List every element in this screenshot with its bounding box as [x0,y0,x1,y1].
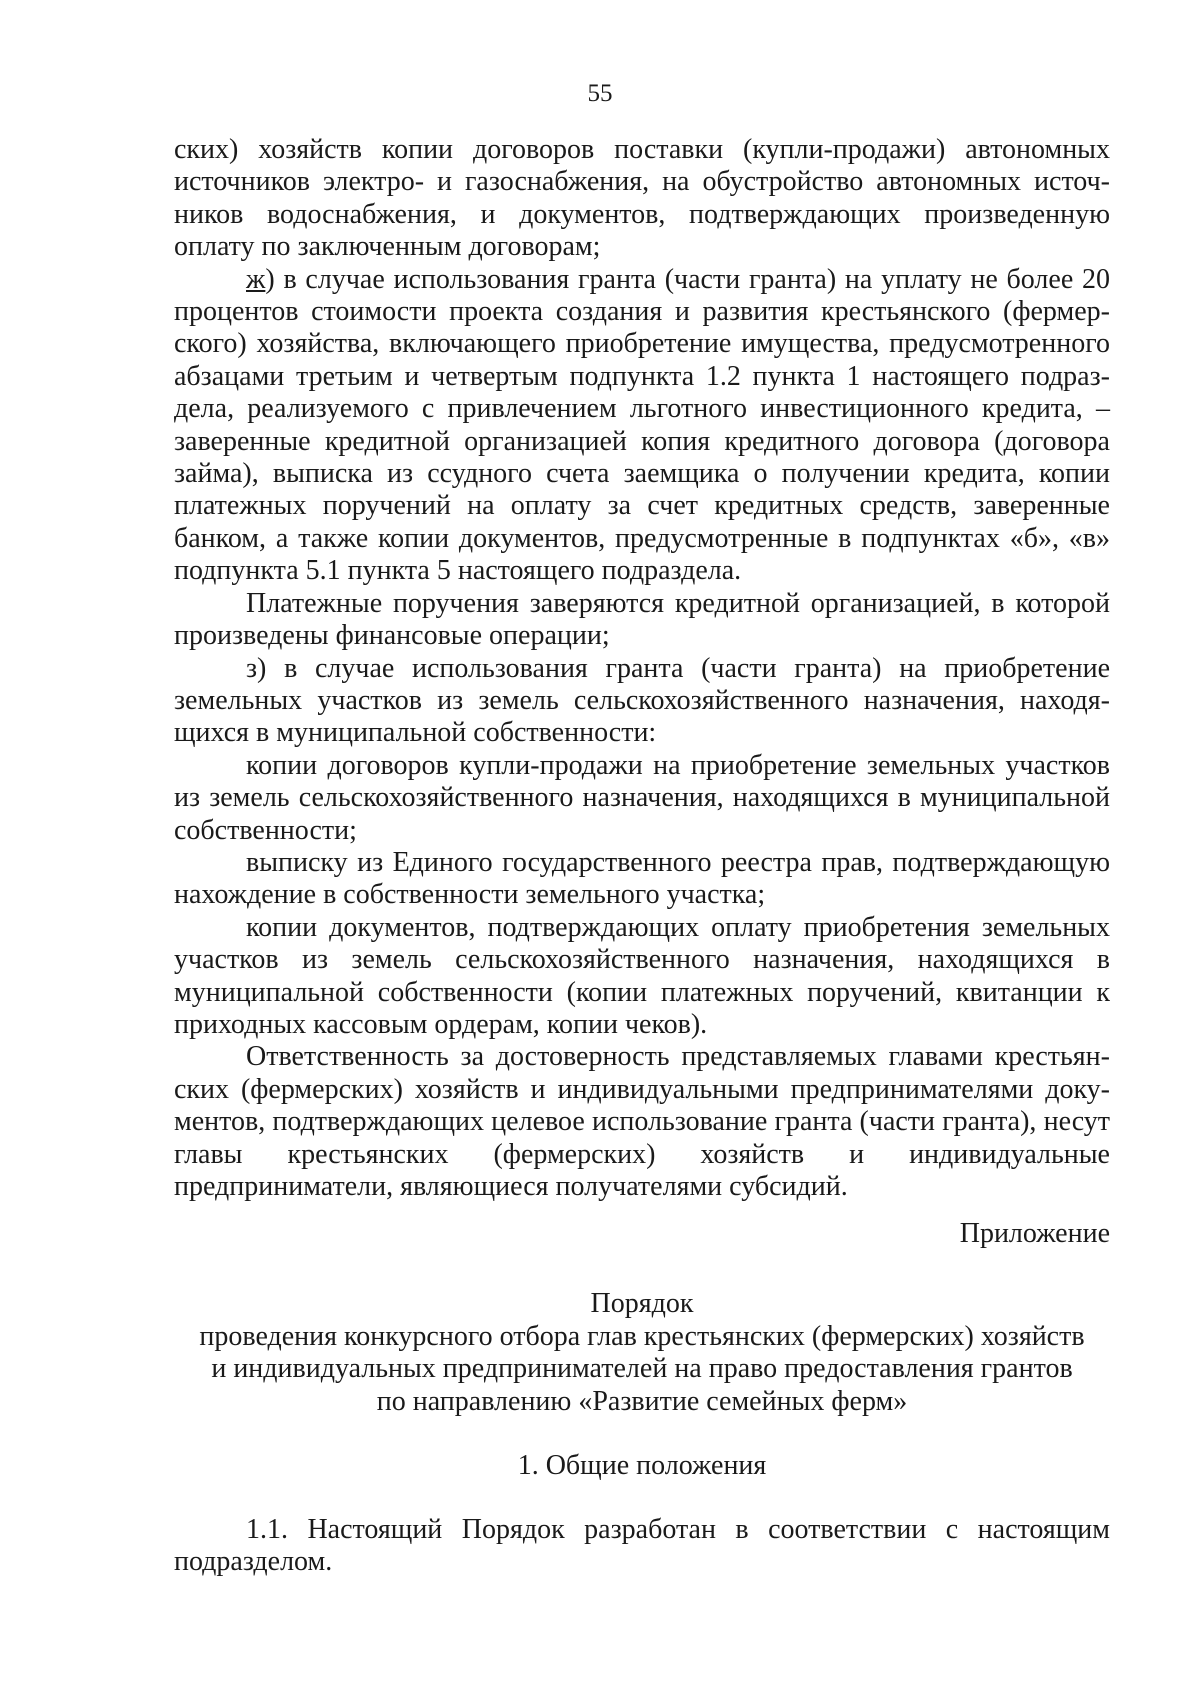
clause-1-1: 1.1. Настоящий Порядок разработан в соответствии с настоящим подразделом. [174,1514,1110,1578]
appendix-title-line: по направлению «Развитие семейных ферм» [376,1385,908,1417]
appendix-title-line: проведения конкурсного отбора глав крестьянских (фермерских) хозяйств [199,1320,1085,1352]
paragraph-sale-contracts: копии договоров купли-продажи на приобретение земельных участков из земель сельскохозяйственного назначения, находящихся в муниципальной собственности; [174,749,1110,846]
paragraph-registry-extract: выписку из Единого государственного реестра прав, подтверждающую нахождение в собственности земельного участка; [174,846,1110,911]
appendix-label: Приложение [959,1218,1110,1249]
item-marker-zh: ж [246,263,266,295]
appendix-title-line: и индивидуальных предпринимателей на право предоставления грантов [211,1353,1073,1384]
section-heading: 1. Общие положения [517,1450,767,1481]
paragraph-item-z: з) в случае использования гранта (части гранта) на приобретение земельных участков из земель сельскохозяйственного назначения, находящихся в муниципальной собственности: [174,652,1110,749]
appendix-title-line: Порядок [590,1288,694,1319]
paragraph-item-zh [174,264,1110,588]
document-body [174,134,1110,1203]
page-number: 55 [587,80,613,107]
item-zh-text: ) в случае использования гранта (части гранта) на уплату не более 20 процентов стоимости проекта создания и развития крестьянского (фермерского) хозяйства, включающего приобретение имущества, предусмотренного абзацами третьим и четвертым подпункта 1.2 пункта 1 настоящего подраздела, реализуемого с привлечением льготного инвестиционного кредита, – заверенные кредитной организацией копия кредитного договора (договора займа), выписка из ссудного счета заемщика о получении кредита, копии платежных поручений на оплату за счет кредитных средств, заверенные банком, а также копии документов, предусмотренные в подпунктах «б», «в» подпункта 5.1 пункта 5 настоящего подраздела. [174,263,1110,587]
appendix-title [174,1288,1110,1418]
paragraph-payment-orders: Платежные поручения заверяются кредитной организацией, в которой произведены финансовые операции; [174,587,1110,652]
paragraph-payment-documents: копии документов, подтверждающих оплату приобретения земельных участков из земель сельскохозяйственного назначения, находящихся в муниципальной собственности (копии платежных поручений, квитанции к приходных кассовым ордерам, копии чеков). [174,911,1110,1040]
paragraph-continuation: ских) хозяйств копии договоров поставки (купли-продажи) автономных источников электро- и газоснабжения, на обустройство автономных источников водоснабжения, и документов, подтверждающих произведенную оплату по заключенным договорам; [174,134,1110,263]
paragraph-responsibility: Ответственность за достоверность представляемых главами крестьянских (фермерских) хозяйств и индивидуальными предпринимателями документов, подтверждающих целевое использование гранта (части гранта), несут главы крестьянских (фермерских) хозяйств и индивидуальные предприниматели, являющиеся получателями субсидий. [174,1041,1110,1202]
